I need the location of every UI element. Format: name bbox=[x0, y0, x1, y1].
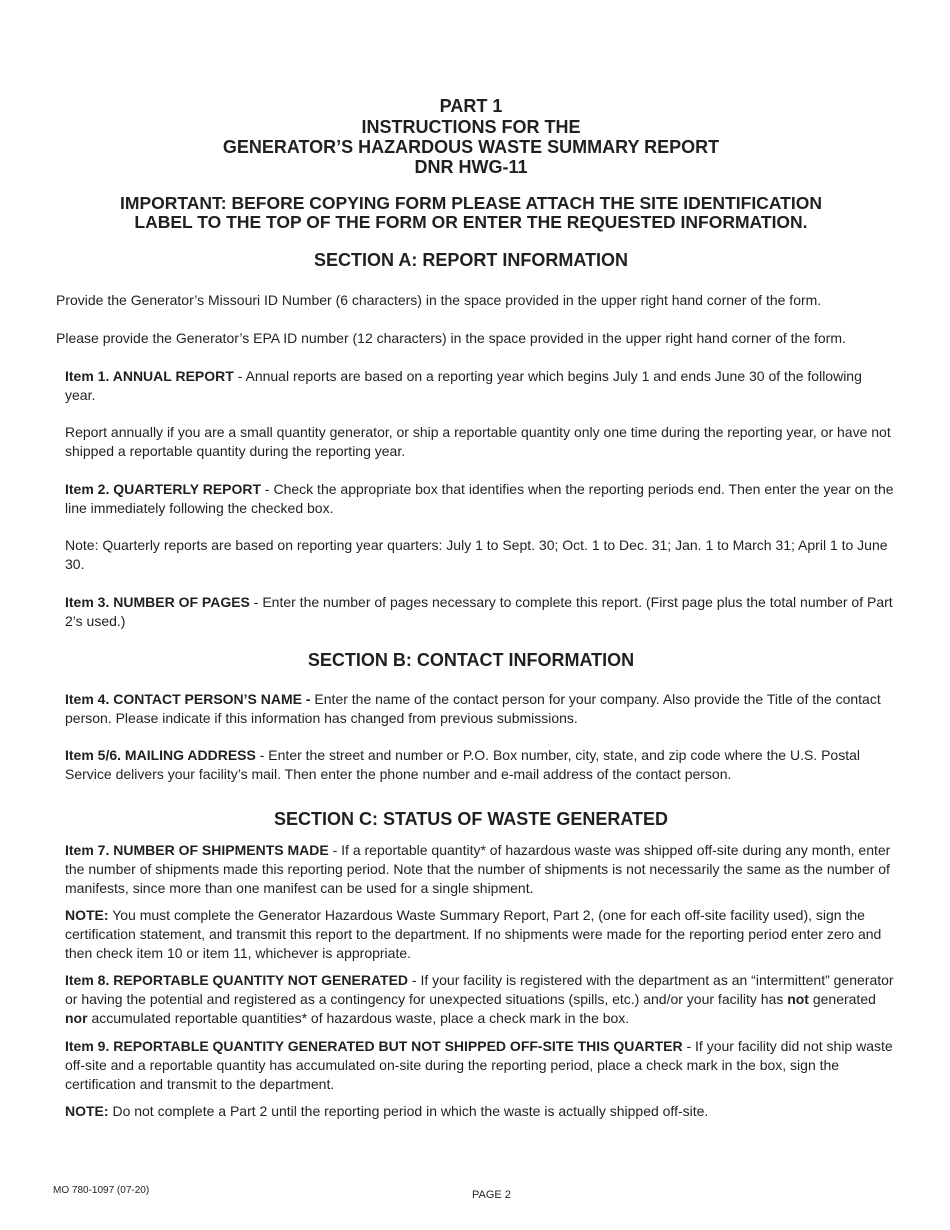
item3-label: Item 3. NUMBER OF PAGES bbox=[65, 594, 250, 610]
item7-label: Item 7. NUMBER OF SHIPMENTS MADE bbox=[65, 842, 329, 858]
item2-text: - Check the appropriate box that identifies when the reporting periods end. Then enter the year on the line immediately following the checked box. bbox=[65, 481, 894, 516]
header-part: PART 1 bbox=[439, 96, 503, 116]
item4-contact-name bbox=[65, 690, 895, 728]
item1-annual-report bbox=[65, 367, 895, 405]
item56-text: - Enter the street and number or P.O. Box number, city, state, and zip code where the U.S. Postal Service delivers your facility’s mail. Then enter the phone number and e-mail address of the contact person. bbox=[65, 747, 860, 782]
header-form-id: DNR HWG-11 bbox=[414, 157, 528, 177]
note2-label: NOTE: bbox=[65, 1103, 109, 1119]
header-instructions: INSTRUCTIONS FOR THE bbox=[361, 117, 581, 137]
note2-text: Do not complete a Part 2 until the reporting period in which the waste is actually shipped off-site. bbox=[108, 1103, 709, 1119]
section-c-title: SECTION C: STATUS OF WASTE GENERATED bbox=[273, 809, 668, 829]
item9-text: - If your facility did not ship waste off-site and a reportable quantity has accumulated on-site during the reporting period, place a check mark in the box, sign the certification and transmit to the department. bbox=[65, 1038, 893, 1092]
item8-text-c: accumulated reportable quantities* of hazardous waste, place a check mark in the box. bbox=[87, 1010, 630, 1026]
item56-mailing-address bbox=[65, 746, 895, 784]
item8-emphasis-nor: nor bbox=[65, 1010, 88, 1026]
item3-text: - Enter the number of pages necessary to complete this report. (First page plus the total number of Part 2’s used.) bbox=[65, 594, 893, 629]
page-number: PAGE 2 bbox=[472, 1189, 511, 1201]
item1-label: Item 1. ANNUAL REPORT bbox=[65, 368, 234, 384]
missouri-id-instruction: Provide the Generator’s Missouri ID Number (6 characters) in the space provided in the upper right hand corner of the form. bbox=[56, 292, 822, 308]
item2-label: Item 2. QUARTERLY REPORT bbox=[65, 481, 262, 497]
note-part2-timing bbox=[65, 1102, 895, 1121]
item8-text-a: - If your facility is registered with the department as an “intermittent” generator or having the potential and registered as a contingency for unexpected situations (spills, etc.) and/or your facility has bbox=[65, 972, 894, 1007]
item1-text: - Annual reports are based on a reporting year which begins July 1 and ends June 30 of the following year. bbox=[65, 368, 862, 403]
note1-text: You must complete the Generator Hazardous Waste Summary Report, Part 2, (one for each off-site facility used), sign the certification statement, and transmit this report to the department. If no shipments were made for the reporting period enter zero and then check item 10 or item 11, whichever is appropriate. bbox=[65, 907, 882, 961]
important-notice-line2: LABEL TO THE TOP OF THE FORM OR ENTER THE REQUESTED INFORMATION. bbox=[134, 212, 808, 232]
item4-text: Enter the name of the contact person for your company. Also provide the Title of the contact person. Please indicate if this information has changed from previous submissions. bbox=[65, 691, 881, 726]
item8-text-b: generated bbox=[808, 991, 876, 1007]
epa-id-instruction: Please provide the Generator’s EPA ID number (12 characters) in the space provided in the upper right hand corner of the form. bbox=[56, 330, 846, 346]
item1-note: Report annually if you are a small quantity generator, or ship a reportable quantity only one time during the reporting year, or have not shipped a reportable quantity during the reporting year. bbox=[65, 424, 891, 459]
form-number: MO 780-1097 (07-20) bbox=[53, 1185, 150, 1196]
item8-quantity-not-generated bbox=[65, 971, 895, 1028]
item7-number-of-shipments bbox=[65, 841, 895, 898]
note-part2-requirement bbox=[65, 906, 895, 963]
item7-text: - If a reportable quantity* of hazardous waste was shipped off-site during any month, enter the number of shipments made this reporting period. Note that the number of shipments is not necessarily the same as the number of manifests, since more than one manifest can be used for a single shipment. bbox=[65, 842, 891, 896]
note1-label: NOTE: bbox=[65, 907, 109, 923]
item8-label: Item 8. REPORTABLE QUANTITY NOT GENERATED bbox=[65, 972, 409, 988]
section-a-title: SECTION A: REPORT INFORMATION bbox=[314, 250, 628, 270]
item9-label: Item 9. REPORTABLE QUANTITY GENERATED BUT NOT SHIPPED OFF-SITE THIS QUARTER bbox=[65, 1038, 683, 1054]
item4-label: Item 4. CONTACT PERSON’S NAME - bbox=[65, 691, 311, 707]
item2-note: Note: Quarterly reports are based on reporting year quarters: July 1 to Sept. 30; Oct. 1 to Dec. 31; Jan. 1 to March 31; April 1 to June 30. bbox=[65, 537, 888, 572]
important-notice-line1: IMPORTANT: BEFORE COPYING FORM PLEASE ATTACH THE SITE IDENTIFICATION bbox=[120, 193, 822, 213]
header-report-title: GENERATOR’S HAZARDOUS WASTE SUMMARY REPORT bbox=[222, 137, 720, 157]
section-b-title: SECTION B: CONTACT INFORMATION bbox=[307, 650, 635, 670]
item3-number-of-pages bbox=[65, 593, 895, 631]
item56-label: Item 5/6. MAILING ADDRESS bbox=[65, 747, 256, 763]
item8-emphasis-not: not bbox=[787, 991, 809, 1007]
item2-quarterly-report bbox=[65, 480, 895, 518]
item9-generated-not-shipped bbox=[65, 1037, 895, 1094]
